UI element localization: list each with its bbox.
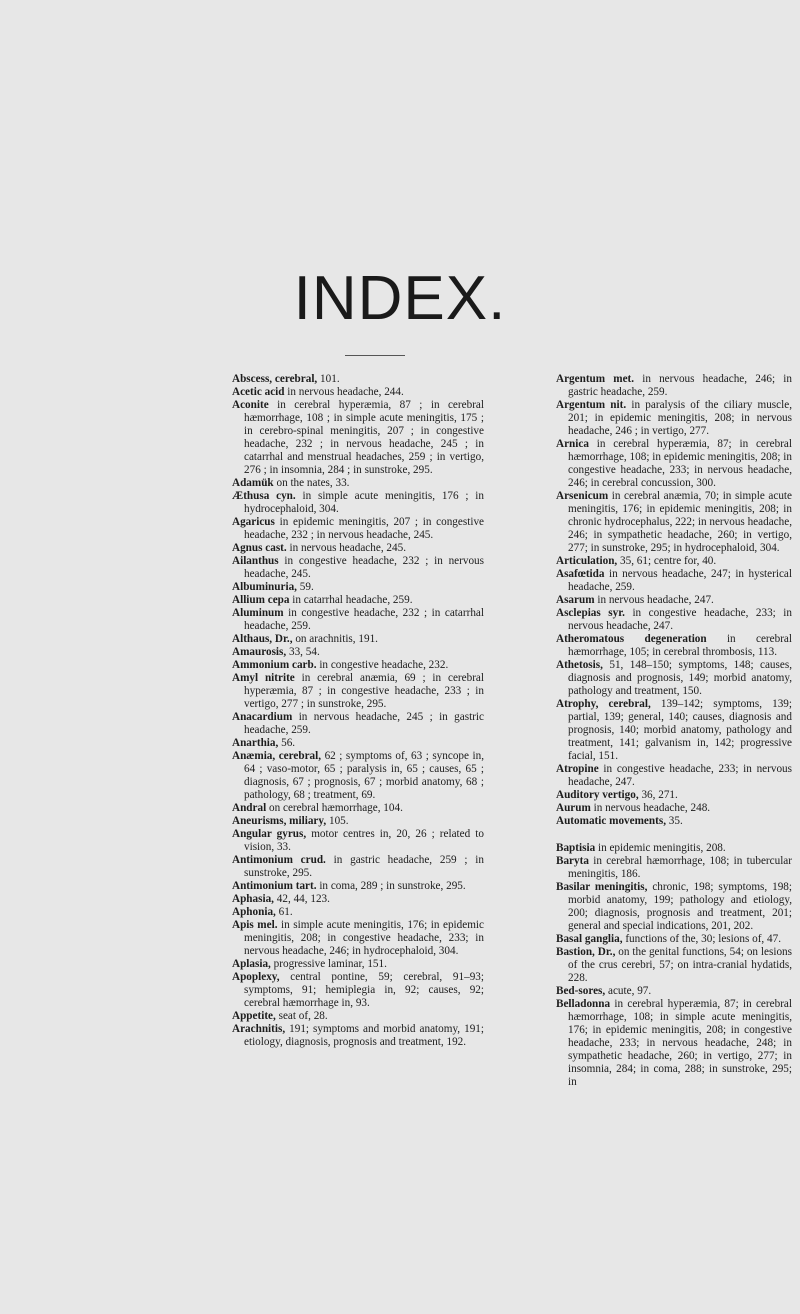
index-entry-heading: Asafœtida [556, 568, 605, 580]
index-entry [232, 711, 484, 737]
index-entry-references: 36, 271. [638, 789, 678, 801]
index-entry [556, 933, 792, 946]
index-entry [232, 607, 484, 633]
index-entry-references: in congestive headache, 233; in nervous headache, 247. [568, 607, 792, 632]
index-entry-heading: Aphasia, [232, 893, 274, 905]
page-title: INDEX. [293, 264, 507, 333]
index-entry-heading: Æthusa cyn. [232, 490, 296, 502]
index-entry [232, 659, 484, 672]
index-entry [556, 568, 792, 594]
index-entry-references: 61. [275, 906, 293, 918]
index-entry-references: in paralysis of the ciliary muscle, 201; in epidemic meningitis, 208; in nervous headache, 246 ; in vertigo, 277. [568, 399, 792, 437]
index-entry [232, 1023, 484, 1049]
index-entry-references: on the genital functions, 54; on lesions of the crus cerebri, 57; on intra-cranial hydatids, 228. [568, 946, 792, 984]
index-entry-heading: Althaus, Dr., [232, 633, 293, 645]
index-entry [556, 998, 792, 1089]
index-entry [556, 881, 792, 933]
index-entry-heading: Ammonium carb. [232, 659, 317, 671]
index-entry-references: 56. [278, 737, 296, 749]
index-entry-references: in cerebral hyperæmia, 87; in cerebral hæmorrhage, 108; in simple acute meningitis, 176; in epidemic meningitis, 208; in congestive headache, 233; in nervous headache, 248; in sympathetic headache, 260; in vertigo, 277; in insomnia, 284; in coma, 288; in sunstroke, 295; in [568, 998, 792, 1088]
index-entry-references: in nervous headache, 247; in hysterical headache, 259. [568, 568, 792, 593]
index-entry-references: in coma, 289 ; in sunstroke, 295. [316, 880, 466, 892]
index-entry-references: 42, 44, 123. [273, 893, 330, 905]
index-entry-references: in nervous headache, 248. [590, 802, 711, 814]
index-entry-heading: Belladonna [556, 998, 611, 1010]
index-entry [232, 555, 484, 581]
index-entry [556, 789, 792, 802]
index-entry [232, 828, 484, 854]
index-entry-heading: Angular gyrus, [232, 828, 307, 840]
index-entry [556, 438, 792, 490]
index-entry-heading: Acetic acid [232, 386, 285, 398]
index-column-left [232, 373, 484, 1049]
index-entry-heading: Arachnitis, [232, 1023, 286, 1035]
index-entry-heading: Aplasia, [232, 958, 271, 970]
index-entry-references: in catarrhal headache, 259. [289, 594, 413, 606]
index-entry-heading: Adamük [232, 477, 274, 489]
index-entry-heading: Ailanthus [232, 555, 279, 567]
index-entry-references: in cerebral hyperæmia, 87; in cerebral hæmorrhage, 108; in epidemic meningitis, 208; in congestive headache, 233; in nervous headache, 246; in cerebral concussion, 300. [568, 438, 792, 489]
index-entry-heading: Arsenicum [556, 490, 609, 502]
index-entry-references: in gastric headache, 259 ; in sunstroke, 295. [244, 854, 484, 879]
index-entry-heading: Andral [232, 802, 267, 814]
index-entry [556, 490, 792, 555]
index-entry-heading: Anarthia, [232, 737, 279, 749]
index-entry-heading: Asarum [556, 594, 595, 606]
index-entry-heading: Apis mel. [232, 919, 278, 931]
index-entry [232, 919, 484, 958]
index-entry-references: on arachnitis, 191. [292, 633, 378, 645]
index-entry-references: on the nates, 33. [273, 477, 350, 489]
index-entry-references: in nervous headache, 244. [284, 386, 404, 398]
index-entry [556, 815, 792, 828]
index-entry [232, 633, 484, 646]
index-entry-references: central pontine, 59; cerebral, 91–93; symptoms, 91; hemiplegia in, 92; causes, 92; cerebral hæmorrhage in, 93. [244, 971, 484, 1009]
index-entry-heading: Basilar meningitis, [556, 881, 648, 893]
index-entry [556, 698, 792, 763]
index-entry-references: in nervous headache, 247. [594, 594, 714, 606]
index-entry-heading: Baptisia [556, 842, 596, 854]
index-entry-references: acute, 97. [605, 985, 652, 997]
index-entry-heading: Anacardium [232, 711, 293, 723]
index-entry [556, 594, 792, 607]
index-entry [232, 815, 484, 828]
index-entry-references: 101. [317, 373, 340, 385]
index-entry [232, 386, 484, 399]
index-entry-references: motor centres in, 20, 26 ; related to vision, 33. [244, 828, 484, 853]
index-entry-references: in cerebral anæmia, 70; in simple acute meningitis, 176; in epidemic meningitis, 208; in chronic hydrocephalus, 222; in nervous headache, 246; in sympathetic headache, 260; in vertigo, 277; in sunstroke, 295; in hydrocephaloid, 304. [568, 490, 792, 554]
index-entry [232, 373, 484, 386]
index-entry-heading: Bed-sores, [556, 985, 606, 997]
index-entry [556, 842, 792, 855]
index-entry-references: in congestive headache, 232 ; in catarrhal headache, 259. [244, 607, 484, 632]
index-entry-references: in nervous headache, 246; in gastric headache, 259. [568, 373, 792, 398]
index-entry [232, 542, 484, 555]
index-entry-references: 62 ; symptoms of, 63 ; syncope in, 64 ; vaso-motor, 65 ; paralysis in, 65 ; causes, 65 ; diagnosis, 67 ; prognosis, 67 ; morbid anatomy, 68 ; pathology, 68 ; treatment, 69. [244, 750, 484, 801]
index-entry-heading: Athetosis, [556, 659, 603, 671]
index-entry [232, 958, 484, 971]
index-entry [556, 373, 792, 399]
index-entry-heading: Albuminuria, [232, 581, 297, 593]
index-entry-heading: Basal ganglia, [556, 933, 623, 945]
index-entry [232, 477, 484, 490]
index-entry [232, 854, 484, 880]
index-entry-references: in nervous headache, 245 ; in gastric headache, 259. [244, 711, 484, 736]
index-entry [556, 555, 792, 568]
index-entry-heading: Automatic movements, [556, 815, 666, 827]
index-entry-heading: Baryta [556, 855, 589, 867]
index-entry-references: 35, 61; centre for, 40. [617, 555, 717, 567]
index-entry-references: in simple acute meningitis, 176; in epidemic meningitis, 208; in congestive headache, 233; in nervous headache, 246; in hydrocephaloid, 304. [244, 919, 485, 957]
index-entry [232, 880, 484, 893]
index-entry [232, 893, 484, 906]
index-entry-references: in epidemic meningitis, 207 ; in congestive headache, 232 ; in nervous headache, 245. [244, 516, 484, 541]
index-entry [556, 399, 792, 438]
index-entry-references: in congestive headache, 232 ; in nervous headache, 245. [244, 555, 484, 580]
index-entry [232, 399, 484, 477]
index-entry-heading: Agaricus [232, 516, 275, 528]
index-entry [232, 750, 484, 802]
index-entry-heading: Antimonium crud. [232, 854, 326, 866]
index-entry-heading: Auditory vertigo, [556, 789, 639, 801]
index-entry-heading: Aphonia, [232, 906, 276, 918]
index-entry-references: 35. [666, 815, 683, 827]
index-entry-references: in cerebral anæmia, 69 ; in cerebral hyperæmia, 87 ; in congestive headache, 233 ; in vertigo, 277 ; in sunstroke, 295. [244, 672, 484, 710]
index-entry [232, 646, 484, 659]
index-entry-heading: Articulation, [556, 555, 618, 567]
index-entry [556, 607, 792, 633]
index-entry-references: in congestive headache, 232. [316, 659, 449, 671]
index-entry-references: in congestive headache, 233; in nervous headache, 247. [568, 763, 792, 788]
index-entry-references: 139–142; symptoms, 139; partial, 139; general, 140; causes, diagnosis and prognosis, 140; morbid anatomy, pathology and treatment, 141; galvanism in, 142; progressive facial, 151. [568, 698, 792, 762]
index-entry-heading: Abscess, cerebral, [232, 373, 318, 385]
index-entry [232, 672, 484, 711]
letter-section-gap [556, 828, 792, 842]
index-entry-heading: Allium cepa [232, 594, 290, 606]
index-entry-heading: Amyl nitrite [232, 672, 295, 684]
index-entry [232, 737, 484, 750]
index-entry-heading: Aurum [556, 802, 591, 814]
index-entry-references: seat of, 28. [275, 1010, 328, 1022]
index-entry [232, 906, 484, 919]
index-entry-heading: Argentum met. [556, 373, 635, 385]
index-entry-references: 33, 54. [286, 646, 320, 658]
index-entry-heading: Asclepias syr. [556, 607, 625, 619]
index-entry-heading: Bastion, Dr., [556, 946, 616, 958]
index-entry-heading: Appetite, [232, 1010, 276, 1022]
index-entry-heading: Anæmia, cerebral, [232, 750, 322, 762]
index-entry-heading: Atheromatous degeneration [556, 633, 707, 645]
index-entry-heading: Aluminum [232, 607, 284, 619]
index-entry [556, 633, 792, 659]
index-entry-heading: Amaurosis, [232, 646, 287, 658]
index-entry-heading: Agnus cast. [232, 542, 287, 554]
index-entry [556, 763, 792, 789]
index-entry-references: chronic, 198; symptoms, 198; morbid anatomy, 199; pathology and etiology, 200; diagnosis, prognosis and treatment, 201; general and special indications, 201, 202. [568, 881, 792, 932]
index-entry-references: 105. [326, 815, 349, 827]
index-entry-references: 51, 148–150; symptoms, 148; causes, diagnosis and prognosis, 149; morbid anatomy, pathology and treatment, 150. [568, 659, 792, 697]
index-entry [232, 490, 484, 516]
index-entry-references: 59. [296, 581, 314, 593]
index-column-right [556, 373, 792, 1089]
index-entry-references: in cerebral hæmorrhage, 105; in cerebral thrombosis, 113. [568, 633, 792, 658]
index-entry-heading: Apoplexy, [232, 971, 280, 983]
index-entry-references: 191; symptoms and morbid anatomy, 191; etiology, diagnosis, prognosis and treatment, 192. [244, 1023, 484, 1048]
index-entry-references: in nervous headache, 245. [286, 542, 406, 554]
index-entry-heading: Aconite [232, 399, 269, 411]
index-entry-heading: Antimonium tart. [232, 880, 317, 892]
index-entry-references: in cerebral hyperæmia, 87 ; in cerebral hæmorrhage, 108 ; in simple acute meningitis, 175 ; in cerebro-spinal meningitis, 207 ; in congestive headache, 232 ; in nervous headache, 245 ; in catarrhal and menstrual headaches, 259 ; in vertigo, 276 ; in insomnia, 284 ; in sunstroke, 295. [244, 399, 484, 476]
index-entry-references: in simple acute meningitis, 176 ; in hydrocephaloid, 304. [244, 490, 484, 515]
index-entry [232, 594, 484, 607]
index-entry [232, 581, 484, 594]
index-entry [556, 855, 792, 881]
index-entry [232, 971, 484, 1010]
index-entry-references: progressive laminar, 151. [270, 958, 387, 970]
title-rule [345, 355, 405, 356]
index-entry-references: in epidemic meningitis, 208. [595, 842, 726, 854]
index-entry-heading: Atrophy, cerebral, [556, 698, 651, 710]
index-entry [232, 1010, 484, 1023]
index-entry-heading: Arnica [556, 438, 589, 450]
index-entry-references: on cerebral hæmorrhage, 104. [266, 802, 403, 814]
index-entry [556, 802, 792, 815]
index-entry-heading: Argentum nit. [556, 399, 627, 411]
index-entry [232, 802, 484, 815]
index-entry-references: functions of the, 30; lesions of, 47. [622, 933, 782, 945]
index-entry [232, 516, 484, 542]
index-entry [556, 946, 792, 985]
index-entry-heading: Aneurisms, miliary, [232, 815, 327, 827]
index-entry-references: in cerebral hæmorrhage, 108; in tubercular meningitis, 186. [568, 855, 792, 880]
index-entry-heading: Atropine [556, 763, 599, 775]
index-entry [556, 985, 792, 998]
index-entry [556, 659, 792, 698]
